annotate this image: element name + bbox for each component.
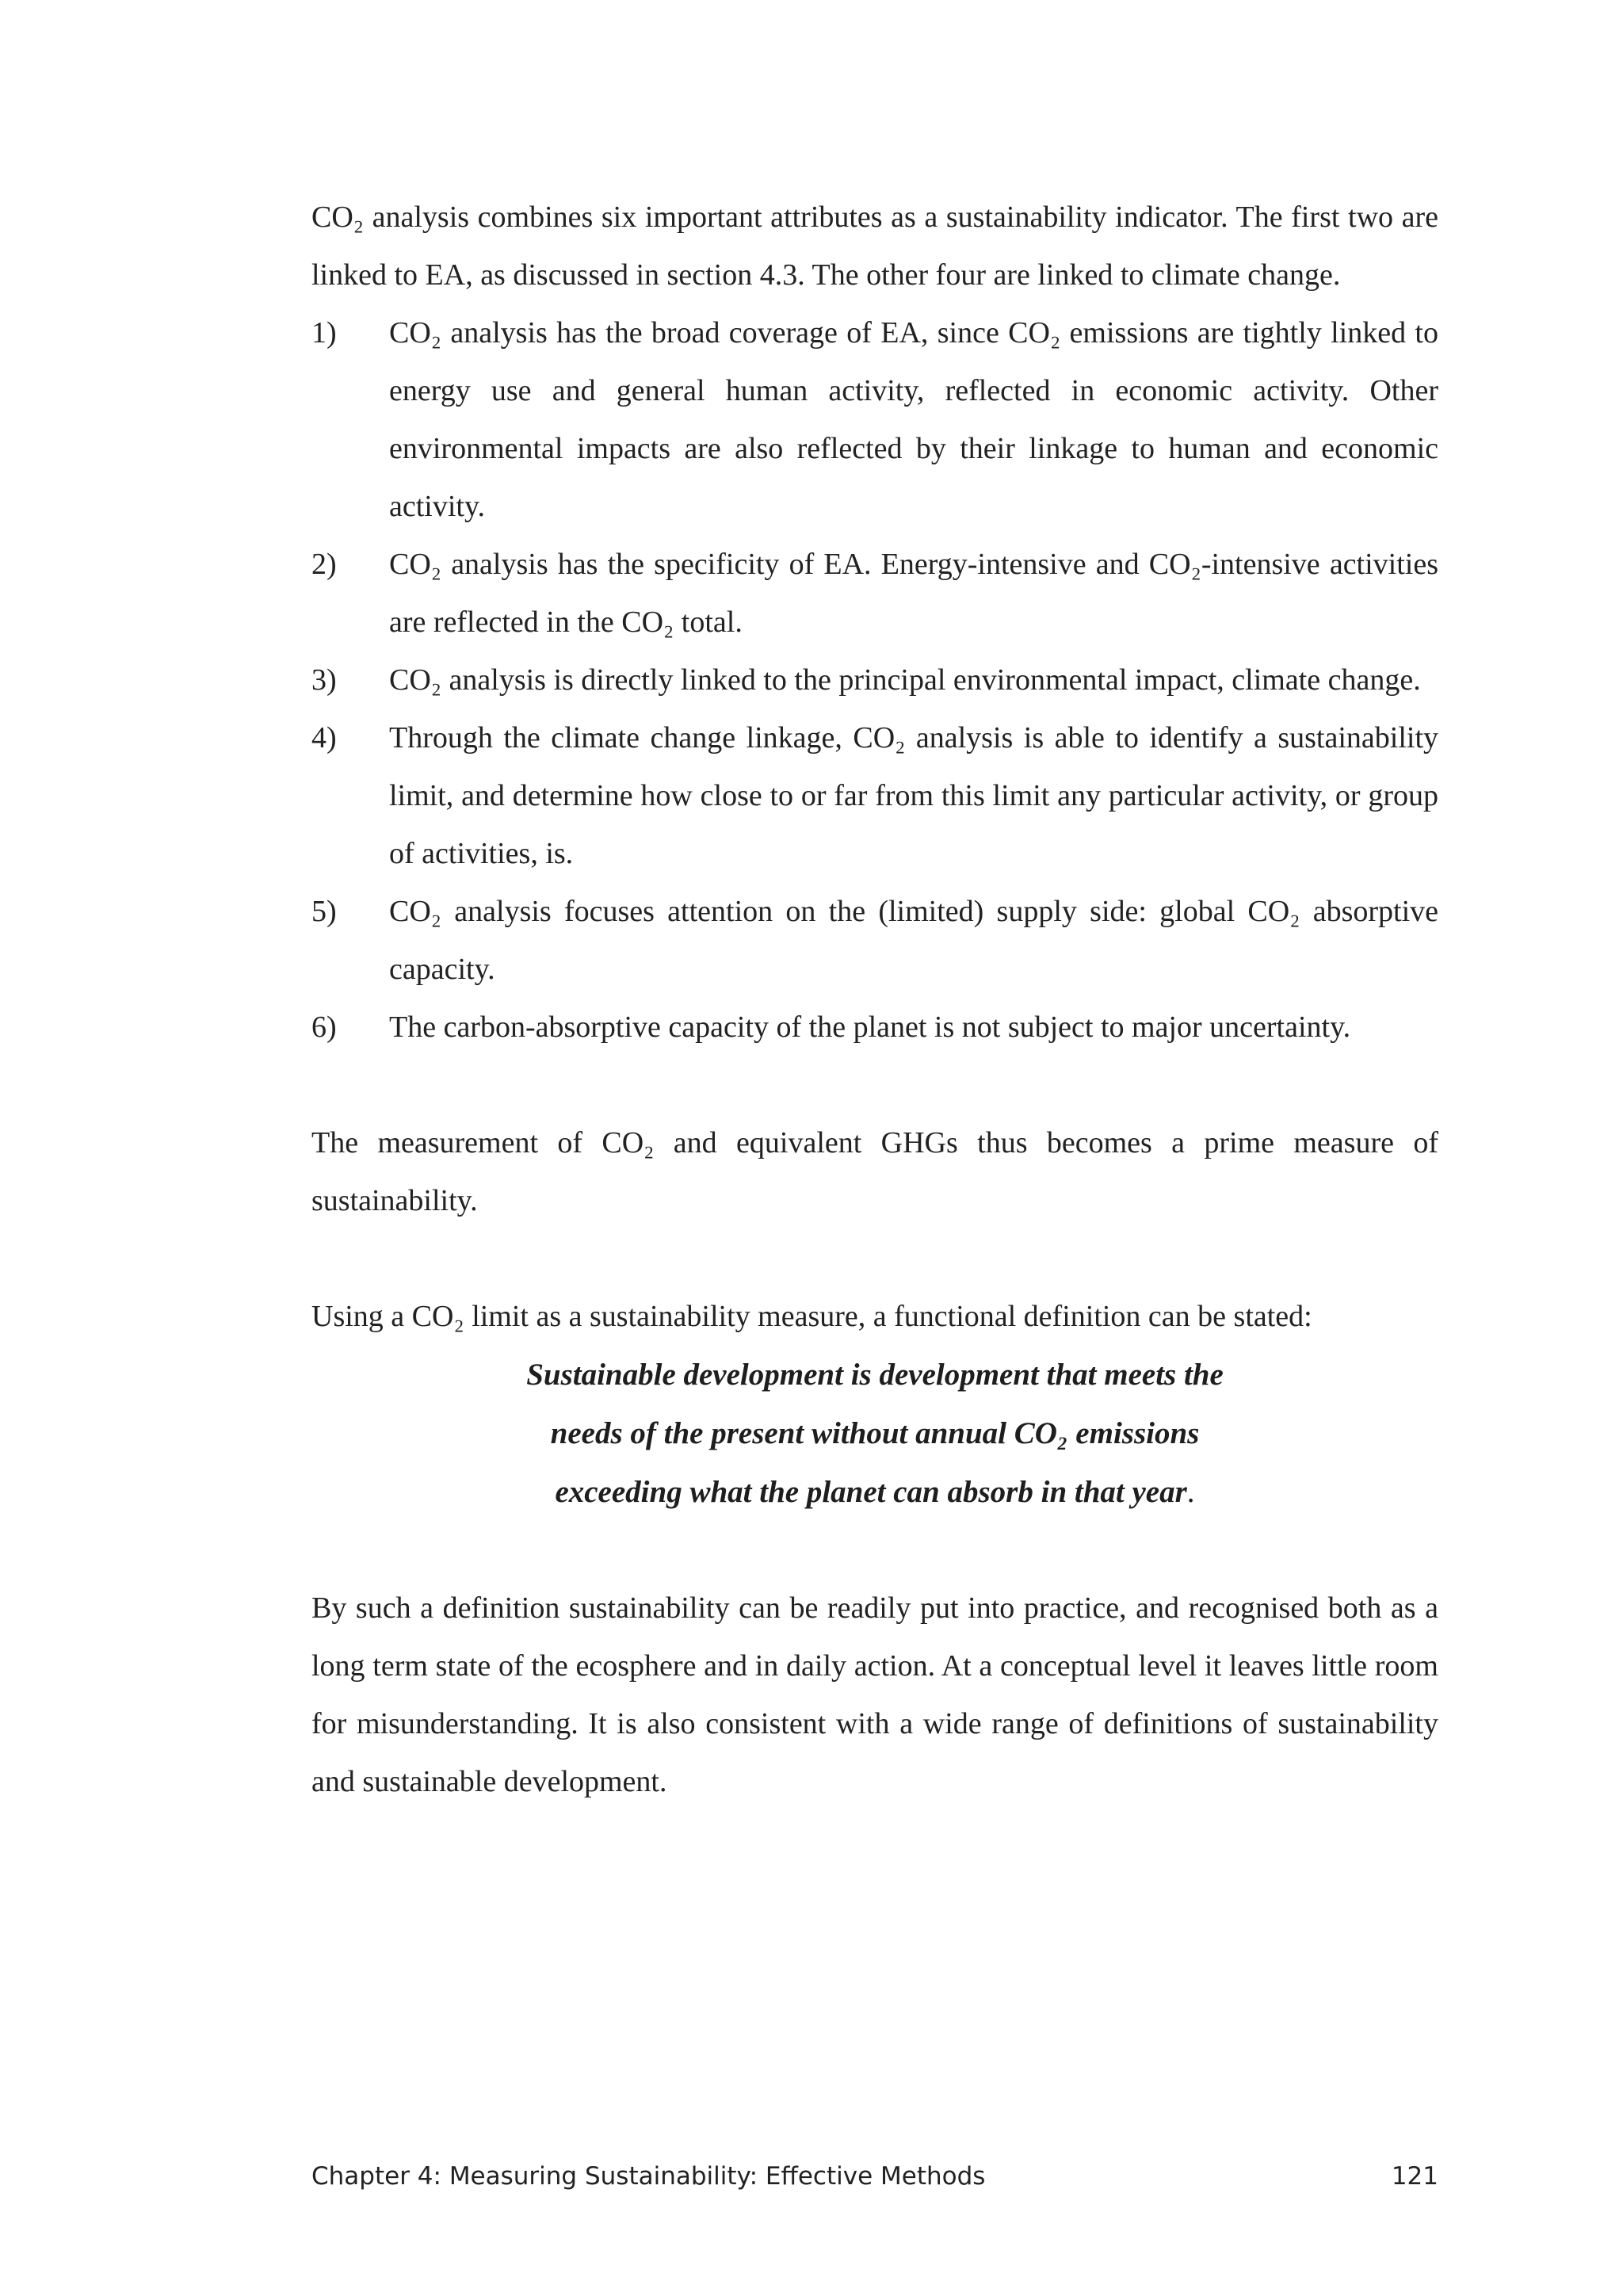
attribute-list	[311, 304, 1438, 1056]
measurement-paragraph: The measurement of CO₂ and equivalent GHGs thus becomes a prime measure of sustainability.	[311, 1126, 1438, 1217]
definition-line-2: needs of the present without annual CO₂ emissions	[550, 1416, 1200, 1450]
list-item-text: CO₂ analysis is directly linked to the principal environmental impact, climate change.	[389, 663, 1421, 697]
definition-line-1: Sustainable development is development that meets the	[526, 1358, 1224, 1392]
definition-line-3-text: exceeding what the planet can absorb in that year	[555, 1475, 1187, 1509]
chapter-title: Chapter 4: Measuring Sustainability: Effective Methods	[311, 2162, 986, 2191]
conclusion-paragraph: By such a definition sustainability can be readily put into practice, and recognised both as a long term state of the ecosphere and in daily action. At a conceptual level it leaves little room for misunderstanding. It is also consistent with a wide range of definitions of sustainability and sustainable development.	[311, 1591, 1438, 1798]
intro-paragraph: CO₂ analysis combines six important attributes as a sustainability indicator. The first two are linked to EA, as discussed in section 4.3. The other four are linked to climate change.	[311, 201, 1438, 292]
list-item-text: The carbon-absorptive capacity of the planet is not subject to major uncertainty.	[389, 1010, 1351, 1044]
list-item-text: CO₂ analysis has the broad coverage of EA, since CO₂ emissions are tightly linked to energy use and general human activity, reflected in economic activity. Other environmental impacts are also reflected by their linkage to human and economic activity.	[389, 316, 1438, 523]
list-item	[311, 651, 1438, 709]
list-item-number: 2)	[311, 548, 337, 581]
list-item	[311, 709, 1438, 883]
page-footer	[311, 2162, 1438, 2191]
using-paragraph: Using a CO₂ limit as a sustainability measure, a functional definition can be stated:	[311, 1300, 1312, 1333]
list-item-text: CO₂ analysis focuses attention on the (limited) supply side: global CO₂ absorptive capacity.	[389, 895, 1438, 986]
definition-line-3	[311, 1463, 1438, 1522]
definition-quote	[311, 1346, 1438, 1522]
list-item-number: 3)	[311, 663, 337, 697]
spacer	[311, 1230, 1438, 1288]
list-item	[311, 883, 1438, 999]
page-number: 121	[1391, 2162, 1438, 2191]
list-item-number: 4)	[311, 721, 337, 755]
spacer	[311, 1056, 1438, 1114]
list-item-text: Through the climate change linkage, CO₂ analysis is able to identify a sustainability limit, and determine how close to or far from this limit any particular activity, or group of activities, is.	[389, 721, 1438, 870]
list-item	[311, 304, 1438, 536]
definition-period: .	[1186, 1475, 1195, 1509]
list-item-text: CO₂ analysis has the specificity of EA. Energy-intensive and CO₂-intensive activities are reflected in the CO₂ total.	[389, 548, 1438, 639]
list-item-number: 1)	[311, 316, 337, 350]
list-item	[311, 999, 1438, 1056]
list-item-number: 5)	[311, 895, 337, 928]
page-body	[311, 189, 1438, 1811]
list-item	[311, 536, 1438, 651]
spacer	[311, 1522, 1438, 1580]
list-item-number: 6)	[311, 1010, 337, 1044]
